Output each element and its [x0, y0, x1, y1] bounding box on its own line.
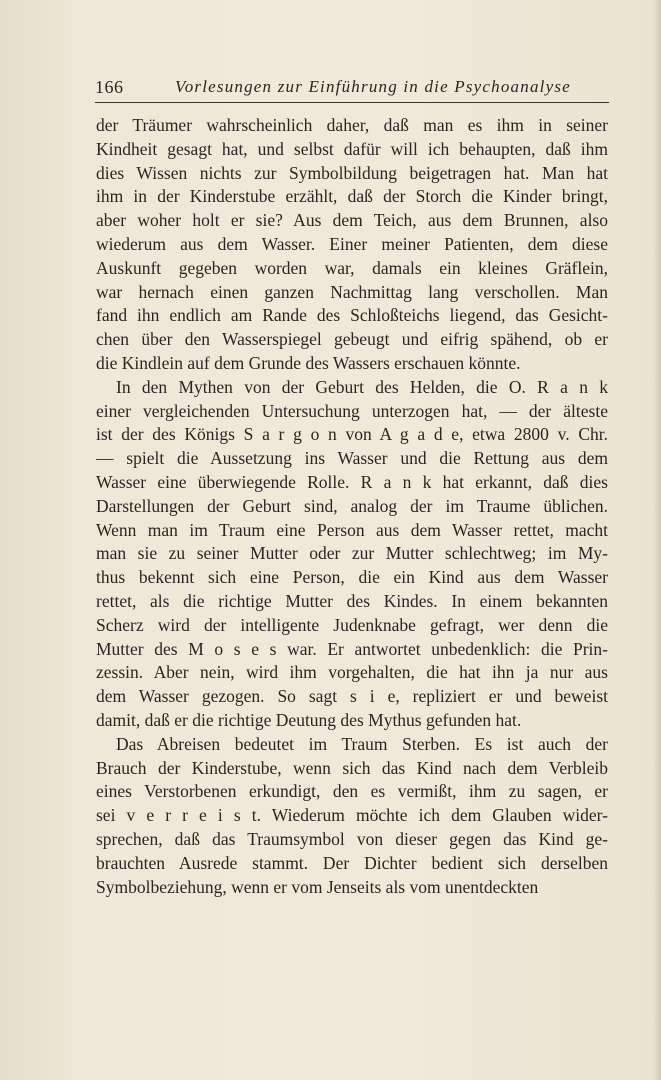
text-line: Kindheit gesagt hat, und selbst dafür will ich behaupten, daß ihm: [96, 138, 608, 159]
text-line: fand ihn endlich am Rande des Schloßteichs liegend, das Gesicht-: [96, 305, 608, 326]
page-header: [95, 74, 607, 104]
text-line: Symbolbeziehung, wenn er vom Jenseits als vom unentdeckten: [96, 876, 539, 897]
header-rule: [95, 102, 609, 103]
text-line: Wenn man im Traum eine Person aus dem Wasser rettet, macht: [96, 519, 608, 540]
text-line: man sie zu seiner Mutter oder zur Mutter schlechtweg; im My-: [96, 543, 608, 564]
page-number: 166: [95, 77, 124, 97]
text-line: einer vergleichenden Untersuchung unterzogen hat, — der älteste: [96, 400, 608, 421]
text-line: In den Mythen von der Geburt des Helden, die O. R a n k: [116, 376, 608, 397]
text-line: ist der des Königs S a r g o n von A g a d e, etwa 2800 v. Chr.: [96, 424, 608, 445]
page-edge-shadow: [653, 0, 661, 1080]
running-title: Vorlesungen zur Einführung in die Psychoanalyse: [175, 77, 571, 96]
text-line: thus bekennt sich eine Person, die ein Kind aus dem Wasser: [96, 567, 608, 588]
text-line: war hernach einen ganzen Nachmittag lang verschollen. Man: [96, 281, 608, 302]
paragraph: [96, 733, 608, 900]
text-line: Mutter des M o s e s war. Er antwortet unbedenklich: die Prin-: [96, 638, 608, 659]
text-line: dies Wissen nichts zur Symbolbildung beigetragen hat. Man hat: [96, 162, 608, 183]
text-line: eines Verstorbenen erkundigt, den es vermißt, ihm zu sagen, er: [96, 781, 608, 802]
text-line: dem Wasser gezogen. So sagt s i e, repliziert er und beweist: [96, 686, 608, 707]
text-line: sprechen, daß das Traumsymbol von dieser gegen das Kind ge-: [96, 828, 608, 849]
body-text: [96, 114, 608, 899]
text-line: sei v e r r e i s t. Wiederum möchte ich dem Glauben wider-: [96, 805, 608, 826]
text-line: Darstellungen der Geburt sind, analog der im Traume üblichen.: [96, 495, 608, 516]
paragraph: [96, 376, 608, 733]
text-line: Das Abreisen bedeutet im Traum Sterben. Es ist auch der: [116, 733, 608, 754]
text-line: brauchten Ausrede stammt. Der Dichter bedient sich derselben: [96, 852, 608, 873]
paragraph: [96, 114, 608, 376]
text-line: Scherz wird der intelligente Judenknabe gefragt, wer denn die: [96, 614, 608, 635]
text-line: ihm in der Kinderstube erzählt, daß der Storch die Kinder bringt,: [96, 186, 608, 207]
text-line: zessin. Aber nein, wird ihm vorgehalten, die hat ihn ja nur aus: [96, 662, 608, 683]
text-line: Wasser eine überwiegende Rolle. R a n k hat erkannt, daß dies: [96, 471, 608, 492]
text-line: — spielt die Aussetzung ins Wasser und die Rettung aus dem: [96, 448, 608, 469]
text-line: der Träumer wahrscheinlich daher, daß man es ihm in seiner: [96, 115, 608, 135]
text-line: aber woher holt er sie? Aus dem Teich, aus dem Brunnen, also: [96, 210, 608, 231]
text-line: damit, daß er die richtige Deutung des Mythus gefunden hat.: [96, 709, 522, 730]
text-line: rettet, als die richtige Mutter des Kindes. In einem bekannten: [96, 590, 608, 611]
text-line: chen über den Wasserspiegel gebeugt und eifrig spähend, ob er: [96, 329, 608, 350]
text-line: Auskunft gegeben worden war, damals ein kleines Gräflein,: [96, 257, 608, 278]
text-line: die Kindlein auf dem Grunde des Wassers erschauen könnte.: [96, 352, 521, 373]
text-line: wiederum aus dem Wasser. Einer meiner Patienten, dem diese: [96, 233, 608, 254]
text-line: Brauch der Kinderstube, wenn sich das Kind nach dem Verbleib: [96, 757, 608, 778]
